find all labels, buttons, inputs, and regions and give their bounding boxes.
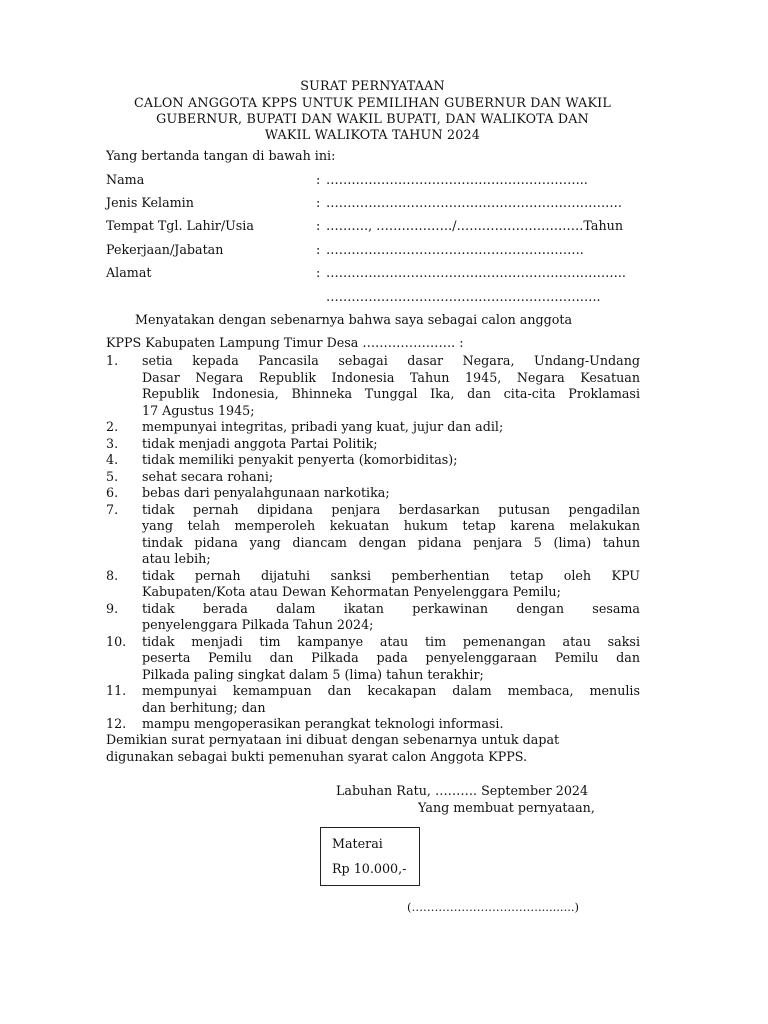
list-item-text: 17 Agustus 1945;	[142, 402, 255, 418]
list-item-number: 1.	[106, 353, 119, 368]
document-subtitle-line-3: WAKIL WALIKOTA TAHUN 2024	[264, 127, 481, 142]
list-item-text: tidak menjadi anggota Partai Politik;	[142, 435, 378, 451]
list-item-text: mampu mengoperasikan perangkat teknologi informasi.	[142, 716, 504, 731]
materai-stamp-box	[320, 827, 420, 886]
list-item-text: setia kepada Pancasila sebagai dasar Negara, Undang-Undang	[142, 353, 640, 368]
list-item-number: 4.	[106, 452, 119, 467]
materai-value: Rp 10.000,-	[332, 861, 407, 876]
field-colon: :	[316, 265, 321, 280]
list-item-text: atau lebih;	[142, 551, 211, 566]
list-item-text: bebas dari penyalahgunaan narkotika;	[142, 485, 390, 500]
maker-label: Yang membuat pernyataan,	[418, 800, 595, 815]
document-title: SURAT PERNYATAAN	[300, 78, 445, 93]
list-item-text: tidak menjadi tim kampanye atau tim pemenangan atau saksi	[142, 633, 640, 649]
field-blank-second-line[interactable]: ………………………………………………………..	[326, 289, 601, 304]
field-colon: :	[316, 195, 321, 210]
field-label: Pekerjaan/Jabatan	[106, 242, 224, 257]
statement-line-2: KPPS Kabupaten Lampung Timur Desa …………………. :	[106, 335, 464, 350]
field-label: Tempat Tgl. Lahir/Usia	[106, 218, 254, 233]
materai-label: Materai	[332, 836, 383, 851]
statement-line-1: Menyatakan dengan sebenarnya bahwa saya sebagai calon anggota	[135, 312, 573, 327]
field-blank[interactable]: …………………………………………………….	[326, 242, 584, 257]
list-item-text: Kabupaten/Kota atau Dewan Kehormatan Penyelenggara Pemilu;	[142, 584, 561, 599]
field-blank[interactable]: ……………………………………………………..	[326, 172, 588, 187]
closing-line-1: Demikian surat pernyataan ini dibuat dengan sebenarnya untuk dapat	[106, 732, 560, 747]
list-item-text: Republik Indonesia, Bhinneka Tunggal Ika, dan cita-cita Proklamasi	[142, 386, 640, 401]
list-item-text: penyelenggara Pilkada Tahun 2024;	[142, 617, 374, 632]
document-subtitle-line-1: CALON ANGGOTA KPPS UNTUK PEMILIHAN GUBERNUR DAN WAKIL	[134, 95, 611, 110]
list-item-text: sehat secara rohani;	[142, 468, 274, 484]
list-item-number: 10.	[106, 633, 127, 649]
list-item-number: 11.	[106, 683, 127, 698]
field-blank[interactable]: ……………………………………………………………..	[326, 265, 626, 280]
list-item-text: tidak pernah dijatuhi sanksi pemberhentian tetap oleh KPU	[142, 567, 640, 583]
signature-name-line[interactable]: (……………………………..........)	[407, 900, 580, 914]
list-item-number: 6.	[106, 485, 119, 500]
list-item-number: 2.	[106, 419, 119, 434]
field-blank[interactable]: …………………………………………………………….	[326, 195, 622, 210]
field-label: Jenis Kelamin	[106, 195, 194, 210]
list-item-number: 5.	[106, 468, 119, 484]
list-item-number: 7.	[106, 501, 119, 517]
field-colon: :	[316, 242, 321, 257]
list-item-text: peserta Pemilu dan Pilkada pada penyelenggaraan Pemilu dan	[142, 650, 640, 665]
list-item-number: 12.	[106, 716, 127, 731]
list-item-text: dan berhitung; dan	[142, 699, 266, 715]
list-item-text: tidak pernah dipidana penjara berdasarkan putusan pengadilan	[142, 501, 640, 517]
list-item-text: mempunyai integritas, pribadi yang kuat, jujur dan adil;	[142, 419, 504, 434]
document-subtitle-line-2: GUBERNUR, BUPATI DAN WAKIL BUPATI, DAN WALIKOTA DAN	[156, 111, 589, 126]
field-colon: :	[316, 172, 321, 187]
list-item-text: tidak memiliki penyakit penyerta (komorbiditas);	[142, 452, 458, 467]
intro-text: Yang bertanda tangan di bawah ini:	[106, 148, 336, 163]
list-item-number: 3.	[106, 435, 119, 451]
field-label: Nama	[106, 172, 145, 187]
field-label: Alamat	[106, 265, 152, 280]
place-date: Labuhan Ratu, ………. September 2024	[336, 783, 589, 798]
list-item-text: tidak berada dalam ikatan perkawinan dengan sesama	[142, 600, 640, 616]
list-item-text: yang telah memperoleh kekuatan hukum tetap karena melakukan	[142, 518, 640, 533]
list-item-text: Pilkada paling singkat dalam 5 (lima) tahun terakhir;	[142, 666, 484, 682]
list-item-number: 9.	[106, 600, 119, 616]
list-item-text: Dasar Negara Republik Indonesia Tahun 1945, Negara Kesatuan	[142, 369, 640, 385]
field-colon: :	[316, 218, 321, 233]
list-item-text: mempunyai kemampuan dan kecakapan dalam membaca, menulis	[142, 683, 640, 698]
field-blank[interactable]: ………., ………………/…………………………Tahun	[326, 218, 623, 233]
closing-line-2: digunakan sebagai bukti pemenuhan syarat calon Anggota KPPS.	[106, 749, 528, 764]
list-item-text: tindak pidana yang diancam dengan pidana penjara 5 (lima) tahun	[142, 534, 640, 550]
list-item-number: 8.	[106, 567, 119, 583]
